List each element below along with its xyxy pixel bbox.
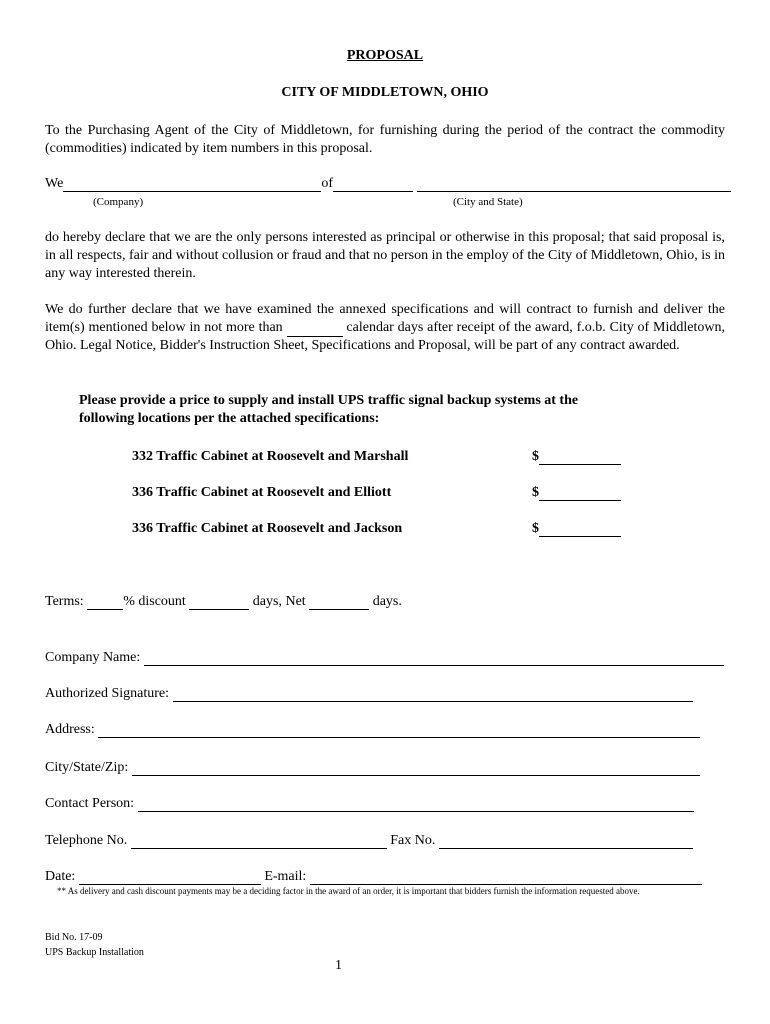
company-caption: (Company): [93, 196, 144, 208]
proposal-title: PROPOSAL: [346, 48, 424, 63]
declaration-2-part-a: We do further declare that we have examined the annexed specifications and will contract to furnish and deliver the item(s) mentioned below in not more than: [45, 302, 725, 335]
date-email-row: [45, 869, 702, 885]
declaration-paragraph-2: [45, 301, 725, 355]
bid-number: Bid No. 17-09: [45, 932, 103, 943]
authorized-signature-row: [45, 686, 693, 702]
telephone-label: Telephone No.: [45, 833, 128, 848]
city-state-zip-field[interactable]: [132, 762, 700, 776]
city-state-zip-label: City/State/Zip:: [45, 760, 129, 775]
authorized-signature-field[interactable]: [173, 688, 693, 702]
telephone-fax-row: [45, 833, 693, 849]
authorized-signature-label: Authorized Signature:: [45, 686, 170, 701]
item-name: 336 Traffic Cabinet at Roosevelt and Jackson: [132, 521, 403, 536]
item-price[interactable]: [532, 521, 621, 537]
company-name-label: Company Name:: [45, 650, 141, 665]
discount-label: % discount: [123, 594, 186, 609]
email-label: E-mail:: [264, 869, 307, 884]
item-price[interactable]: [532, 485, 621, 501]
item-price[interactable]: [532, 449, 621, 465]
days-net-label: days, Net: [252, 594, 306, 609]
intro-paragraph: To the Purchasing Agent of the City of Middletown, for furnishing during the period of the contract the commodity (commodities) indicated by item numbers in this proposal.: [45, 123, 725, 156]
discount-days-blank[interactable]: [189, 596, 249, 610]
price-blank[interactable]: [539, 523, 621, 537]
address-label: Address:: [45, 722, 95, 737]
discount-percent-blank[interactable]: [87, 596, 123, 610]
days-label: days.: [372, 594, 402, 609]
page-number: 1: [335, 958, 342, 973]
city-state-blank[interactable]: [417, 178, 731, 192]
of-blank-short[interactable]: [333, 178, 413, 192]
telephone-field[interactable]: [131, 835, 387, 849]
contact-person-row: [45, 796, 694, 812]
item-name: 336 Traffic Cabinet at Roosevelt and Elliott: [132, 485, 392, 500]
fax-label: Fax No.: [390, 833, 436, 848]
contact-person-field[interactable]: [138, 798, 694, 812]
fax-field[interactable]: [439, 835, 693, 849]
company-blank[interactable]: [63, 178, 321, 192]
instructions-line-2: following locations per the attached specifications:: [79, 411, 380, 426]
we-of-line: [45, 176, 731, 192]
city-heading: CITY OF MIDDLETOWN, OHIO: [281, 85, 489, 100]
terms-line: [45, 594, 402, 610]
company-name-row: [45, 650, 724, 666]
terms-label: Terms:: [45, 594, 84, 609]
city-state-zip-row: [45, 760, 700, 776]
net-days-blank[interactable]: [309, 596, 369, 610]
declaration-2-part-b: calendar days after receipt of the award, f.o.b. City of Middletown, Ohio. Legal Notice, Bidder's Instruction Sheet, Specifications and Proposal, will be part of any contract awarded.: [45, 320, 726, 353]
date-field[interactable]: [79, 871, 261, 885]
contact-person-label: Contact Person:: [45, 796, 135, 811]
instructions-line-1: Please provide a price to supply and install UPS traffic signal backup systems at the: [79, 393, 579, 408]
dollar-sign: $: [532, 521, 539, 536]
date-label: Date:: [45, 869, 76, 884]
address-field[interactable]: [98, 724, 700, 738]
dollar-sign: $: [532, 485, 539, 500]
footnote: ** As delivery and cash discount payments may be a deciding factor in the award of an order, it is important that bidders furnish the information requested above.: [57, 886, 640, 896]
declaration-paragraph-1: do hereby declare that we are the only persons interested as principal or otherwise in this proposal; that said proposal is, in all respects, fair and without collusion or fraud and that no person in the employ of the City of Middletown, Ohio, is in any way interested therein.: [45, 230, 725, 281]
price-blank[interactable]: [539, 487, 621, 501]
item-name: 332 Traffic Cabinet at Roosevelt and Marshall: [132, 449, 409, 464]
project-name: UPS Backup Installation: [45, 947, 144, 958]
address-row: [45, 722, 700, 738]
price-blank[interactable]: [539, 451, 621, 465]
we-label: We: [45, 176, 64, 191]
company-name-field[interactable]: [144, 652, 724, 666]
calendar-days-blank[interactable]: [287, 325, 343, 337]
dollar-sign: $: [532, 449, 539, 464]
of-label: of: [321, 176, 333, 191]
city-state-caption: (City and State): [453, 196, 523, 208]
email-field[interactable]: [310, 871, 702, 885]
